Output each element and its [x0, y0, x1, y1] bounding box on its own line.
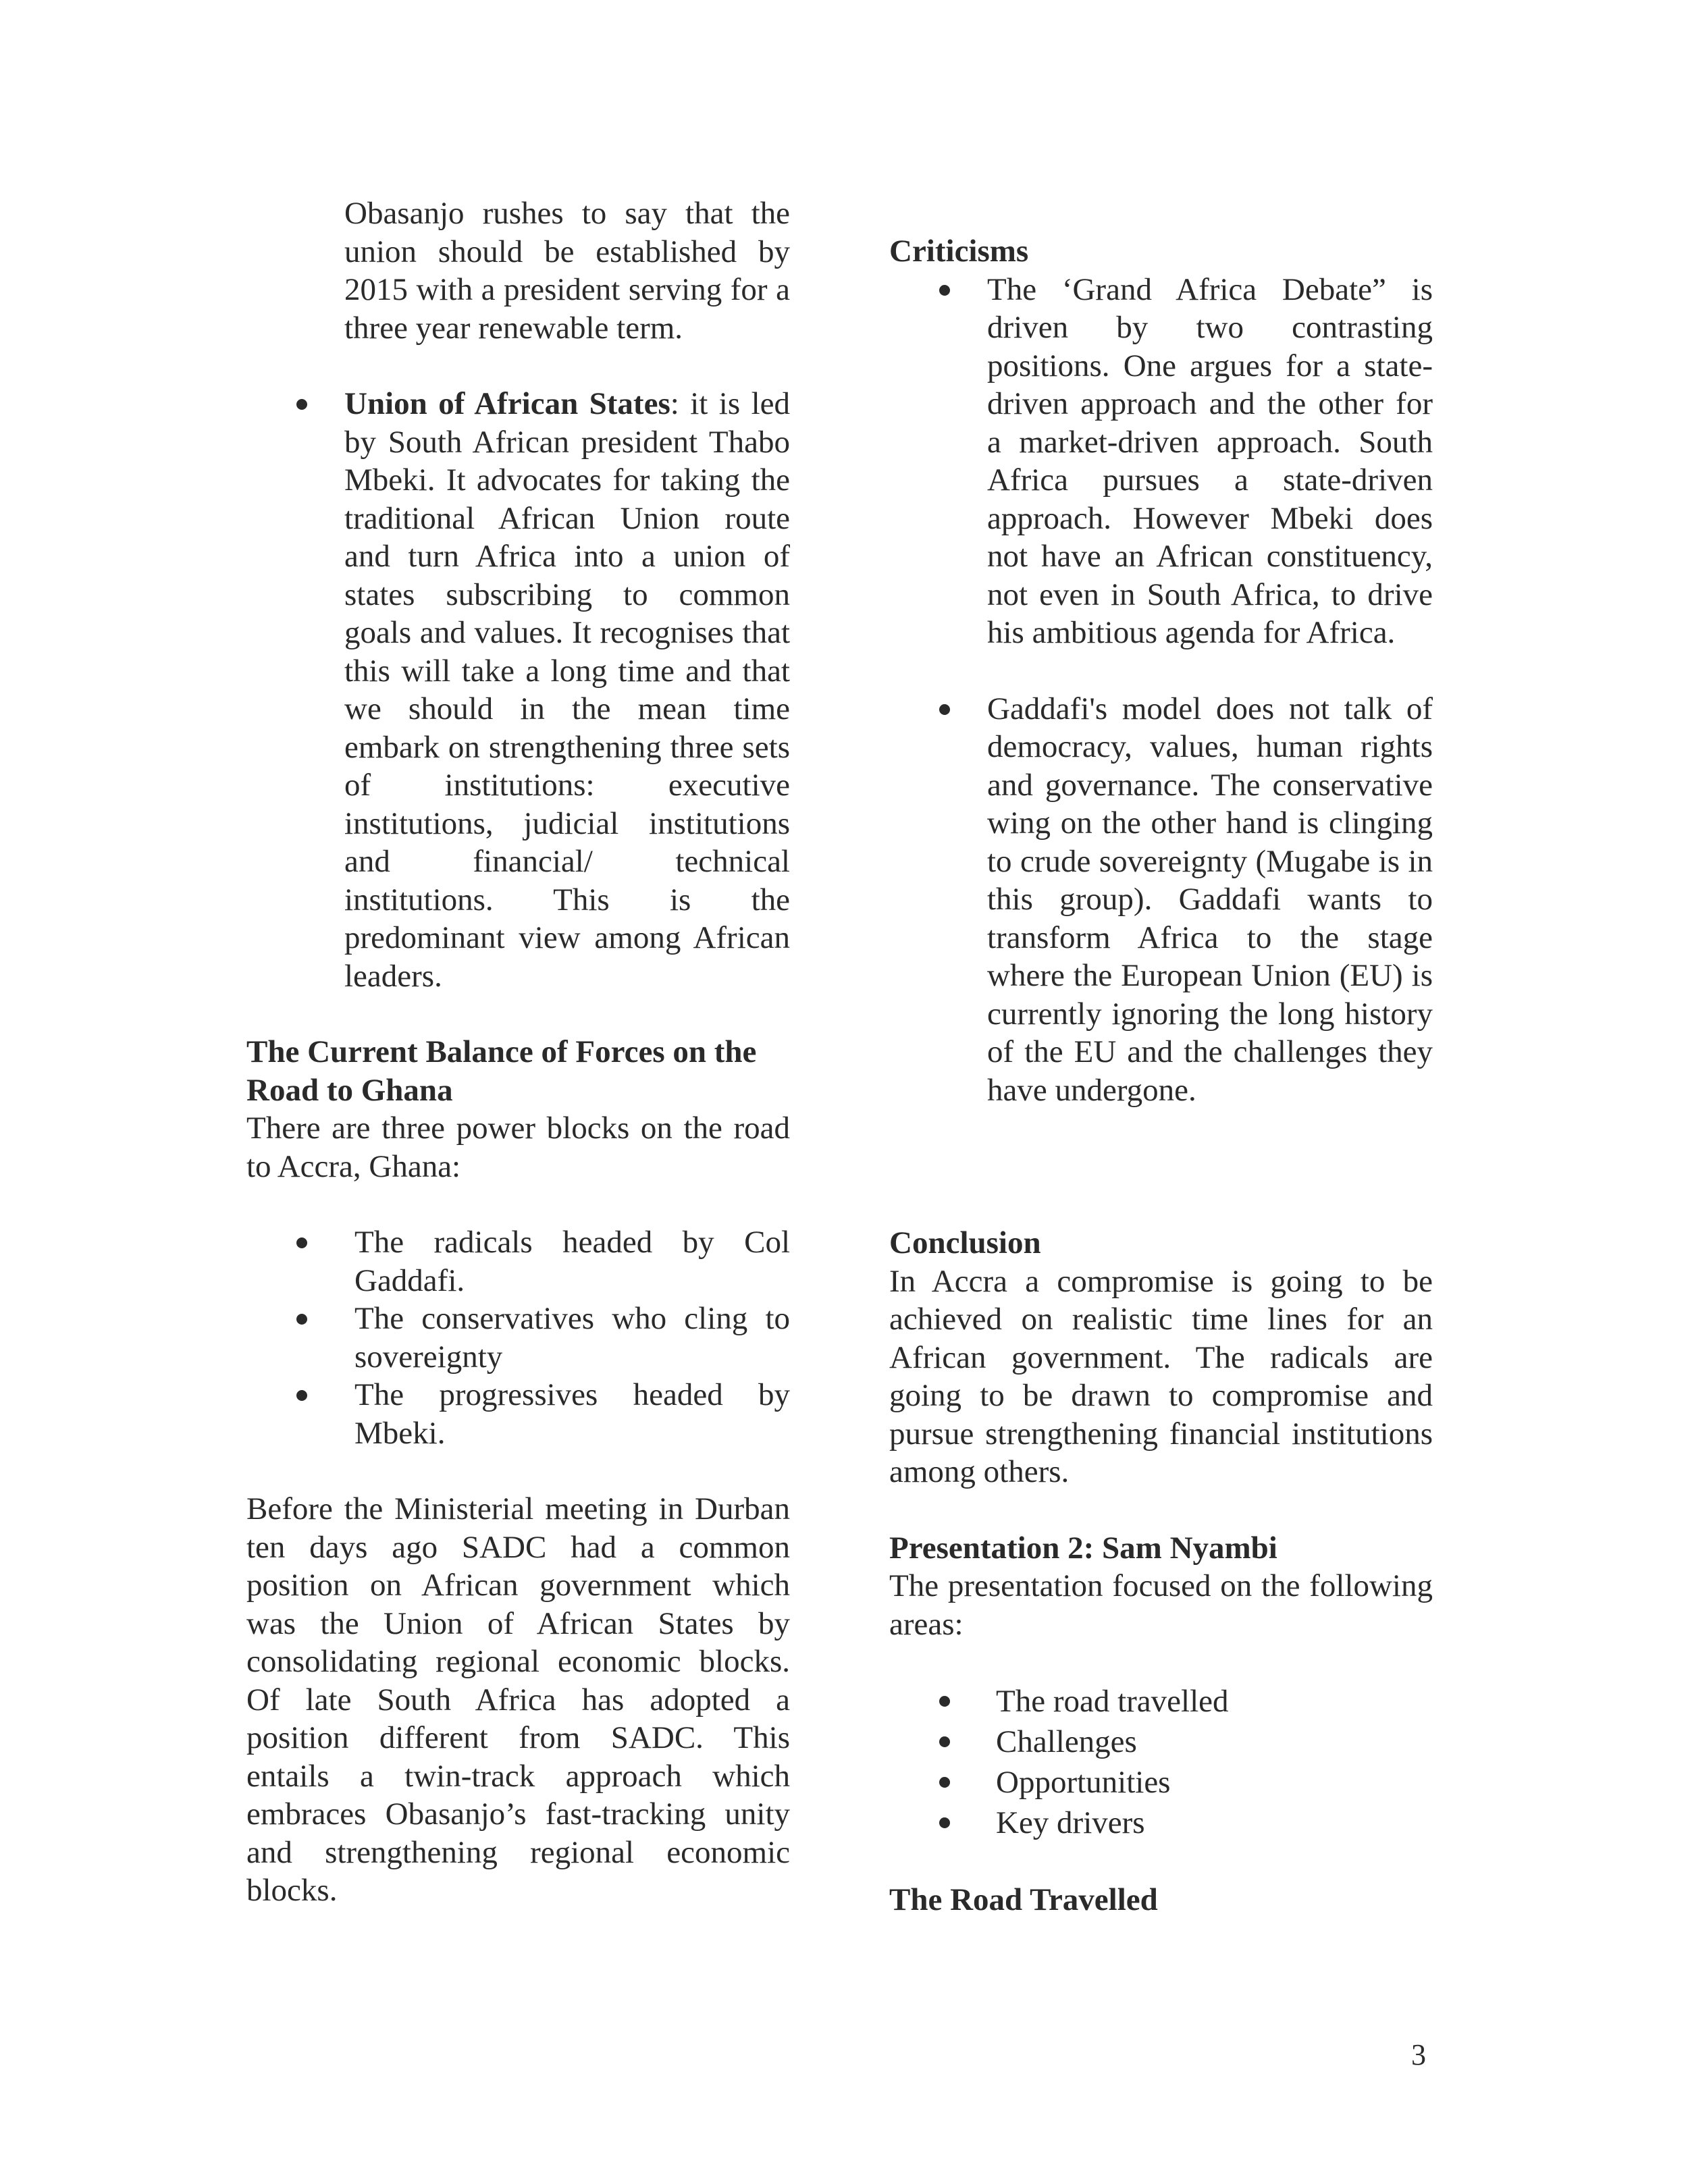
- list-item: [354, 1223, 790, 1300]
- list-item-text: Gaddafi's model does not talk of democracy, values, human rights and governance. The conservative wing on the other hand is clinging to crude sovereignty (Mugabe is in this group). Gaddafi wants to transform Africa to the stage where the European Union (EU) is currently ignoring the long history of the EU and the challenges they have undergone.: [987, 691, 1433, 1108]
- list-item-text: The progressives headed by Mbeki.: [354, 1377, 790, 1451]
- list-item-text: The road travelled: [996, 1684, 1229, 1719]
- list-item: [987, 690, 1433, 1110]
- list-item: [987, 271, 1433, 652]
- page-number: 3: [1411, 2038, 1426, 2071]
- heading-conclusion: Conclusion: [889, 1225, 1041, 1260]
- heading-criticisms: Criticisms: [889, 234, 1029, 269]
- bullet-icon: [939, 1696, 950, 1707]
- bullet-icon: [296, 399, 307, 410]
- list-item-text: The ‘Grand Africa Debate” is driven by two contrasting positions. One argues for a state-driven approach and the other for a market-driven approach. South Africa pursues a state-driven approach. However Mbeki does not have an African constituency, not even in South Africa, to drive his ambitious agenda for Africa.: [987, 271, 1433, 650]
- list-item-text: Key drivers: [996, 1805, 1145, 1840]
- list-item: [996, 1762, 1433, 1803]
- union-bullet-list: [344, 385, 790, 995]
- left-column: [246, 194, 790, 1910]
- list-item-text: Opportunities: [996, 1765, 1171, 1800]
- union-bullet-body: : it is led by South African president Thabo Mbeki. It advocates for taking the traditional African Union route and turn Africa into a union of states subscribing to common goals and values. It recognises that this will take a long time and that we should in the mean time embark on strengthening three sets of institutions: executive institutions, judicial institutions and financial/ technical institutions. This is the predominant view among African leaders.: [344, 386, 790, 994]
- list-item-text: The radicals headed by Col Gaddafi.: [354, 1225, 790, 1298]
- list-item: [996, 1722, 1433, 1762]
- bullet-icon: [939, 1736, 950, 1747]
- bullet-icon: [296, 1237, 307, 1248]
- list-item: [354, 1376, 790, 1452]
- list-item-text: The conservatives who cling to sovereignty: [354, 1301, 790, 1375]
- heading-presentation: Presentation 2: Sam Nyambi: [889, 1530, 1277, 1566]
- heading-road-travelled: The Road Travelled: [889, 1882, 1158, 1917]
- forces-list: [354, 1223, 790, 1452]
- union-bullet-item: [344, 385, 790, 995]
- bullet-icon: [939, 285, 950, 296]
- conclusion-paragraph: In Accra a compromise is going to be achieved on realistic time lines for an African government. The radicals are going to be drawn to compromise and pursue strengthening financial institutions among others.: [889, 1263, 1433, 1489]
- criticisms-list: [987, 271, 1433, 1110]
- right-column: [889, 232, 1433, 1919]
- heading-balance-of-forces: The Current Balance of Forces on the Road to Ghana: [246, 1034, 757, 1108]
- bullet-icon: [296, 1314, 307, 1325]
- bullet-icon: [296, 1390, 307, 1401]
- presentation-list: [996, 1681, 1433, 1843]
- union-bullet-text: [344, 385, 790, 995]
- bullet-icon: [939, 704, 950, 715]
- union-bullet-term: Union of African States: [344, 386, 670, 421]
- forces-intro: There are three power blocks on the road to Accra, Ghana:: [246, 1111, 790, 1184]
- list-item: [354, 1300, 790, 1376]
- intro-paragraph: Obasanjo rushes to say that the union should be established by 2015 with a president serving for a three year renewable term.: [344, 196, 790, 346]
- bullet-icon: [939, 1817, 950, 1828]
- presentation-intro: The presentation focused on the following areas:: [889, 1568, 1433, 1642]
- durban-paragraph: Before the Ministerial meeting in Durban ten days ago SADC had a common position on African government which was the Union of African States by consolidating regional economic blocks. Of late South Africa has adopted a position different from SADC. This entails a twin-track approach which embraces Obasanjo’s fast-tracking unity and strengthening regional economic blocks.: [246, 1491, 790, 1908]
- list-item-text: Challenges: [996, 1724, 1137, 1759]
- list-item: [996, 1681, 1433, 1722]
- bullet-icon: [939, 1777, 950, 1788]
- list-item: [996, 1803, 1433, 1843]
